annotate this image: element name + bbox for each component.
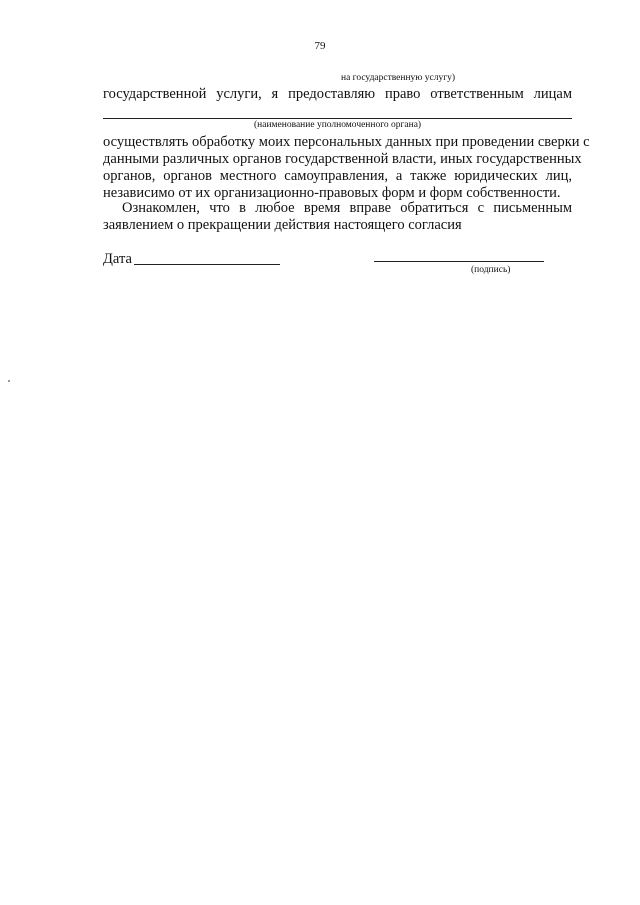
signature-underline — [374, 261, 544, 262]
paragraph-1-line-3: органов, органов местного самоуправления, а также юридических лиц, — [103, 168, 572, 184]
paragraph-1-line-1: осуществлять обработку моих персональных данных при проведении сверки с — [103, 134, 590, 150]
paragraph-2-line-2: заявлением о прекращении действия настоящего согласия — [103, 217, 462, 233]
body-line-1: государственной услуги, я предоставляю право ответственным лицам — [103, 86, 572, 102]
page-number: 79 — [314, 40, 326, 52]
caption-service: на государственную услугу) — [341, 73, 456, 83]
scan-speck — [8, 380, 10, 382]
paragraph-2-line-1: Ознакомлен, что в любое время вправе обратиться с письменным — [122, 200, 572, 216]
signature-caption: (подпись) — [471, 265, 511, 275]
date-underline — [134, 264, 280, 265]
caption-authority: (наименование уполномоченного органа) — [254, 120, 422, 130]
authority-underline — [103, 118, 572, 119]
date-label: Дата — [103, 251, 132, 267]
paragraph-1-line-4: независимо от их организационно-правовых форм и форм собственности. — [103, 185, 561, 201]
paragraph-1-line-2: данными различных органов государственной власти, иных государственных — [103, 151, 582, 167]
